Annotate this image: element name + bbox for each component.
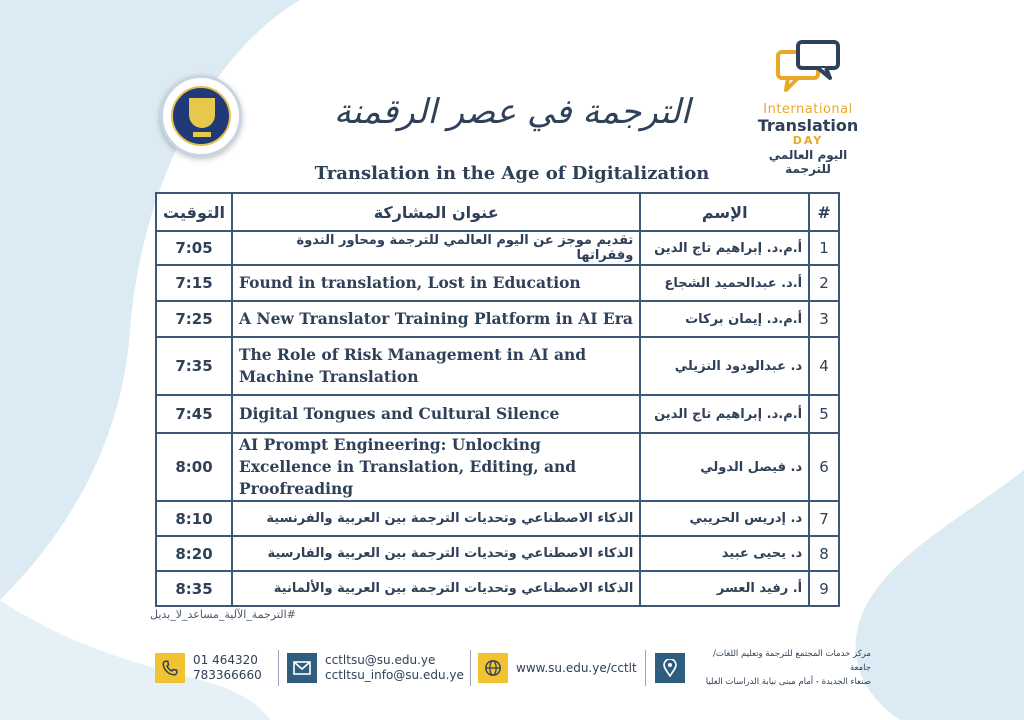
logo-ribbon xyxy=(193,132,211,137)
schedule-table xyxy=(155,192,840,607)
table-row xyxy=(156,231,839,265)
footer-divider xyxy=(645,650,646,686)
row-num: 5 xyxy=(809,395,839,433)
header-num: # xyxy=(809,193,839,231)
row-num: 8 xyxy=(809,536,839,571)
row-num: 4 xyxy=(809,337,839,395)
row-name: أ. رفيد العسر xyxy=(640,571,809,606)
itd-line-arabic: اليوم العالمي للترجمة xyxy=(768,148,848,176)
table-row xyxy=(156,536,839,571)
row-name: أ.م.د. إبراهيم تاج الدين xyxy=(640,231,809,265)
phone-icon xyxy=(155,653,185,683)
footer-divider xyxy=(470,650,471,686)
itd-line-day: DAY xyxy=(792,134,824,147)
header-name: الإسم xyxy=(640,193,809,231)
row-time: 7:15 xyxy=(156,265,232,301)
row-time: 8:20 xyxy=(156,536,232,571)
row-time: 8:35 xyxy=(156,571,232,606)
header-topic: عنوان المشاركة xyxy=(232,193,640,231)
address-line-1: مركز خدمات المجتمع للترجمة وتعليم اللغات/ جامعة xyxy=(712,649,871,673)
table-row xyxy=(156,265,839,301)
row-topic: الذكاء الاصطناعي وتحديات الترجمة بين العربية والألمانية xyxy=(232,571,640,606)
row-time: 7:35 xyxy=(156,337,232,395)
row-time: 7:25 xyxy=(156,301,232,337)
row-num: 6 xyxy=(809,433,839,501)
globe-icon xyxy=(478,653,508,683)
row-topic: A New Translator Training Platform in AI Era xyxy=(232,301,640,337)
row-time: 8:10 xyxy=(156,501,232,536)
table-row xyxy=(156,301,839,337)
row-num: 3 xyxy=(809,301,839,337)
title-english: Translation in the Age of Digitalization xyxy=(314,163,710,184)
footer-website xyxy=(478,648,637,688)
row-topic: AI Prompt Engineering: Unlocking Excellence in Translation, Editing, and Proofreading xyxy=(232,433,640,501)
footer-phone xyxy=(155,648,262,688)
row-name: أ.م.د. إيمان بركات xyxy=(640,301,809,337)
footer-divider xyxy=(278,650,279,686)
hashtag: #الترجمة_الآلية_مساعد_لا_بديل xyxy=(150,608,296,621)
email-address-1[interactable]: cctltsu@su.edu.ye xyxy=(325,653,436,667)
row-name: د. عبدالودود النزيلي xyxy=(640,337,809,395)
row-topic: The Role of Risk Management in AI and Machine Translation xyxy=(232,337,640,395)
email-address-2[interactable]: cctltsu_info@su.edu.ye xyxy=(325,668,464,682)
row-topic: الذكاء الاصطناعي وتحديات الترجمة بين العربية والفرنسية xyxy=(232,501,640,536)
row-num: 2 xyxy=(809,265,839,301)
table-row xyxy=(156,337,839,395)
row-topic: تقديم موجز عن اليوم العالمي للترجمة ومحاور الندوة وفقراتها xyxy=(232,231,640,265)
table-row xyxy=(156,395,839,433)
address-line-2: صنعاء الجديدة - أمام مبنى نيابة الدراسات العليا xyxy=(705,677,871,687)
row-num: 1 xyxy=(809,231,839,265)
row-time: 7:45 xyxy=(156,395,232,433)
row-topic: Found in translation, Lost in Education xyxy=(232,265,640,301)
website-link[interactable]: www.su.edu.ye/cctlt xyxy=(516,660,637,675)
row-name: د. يحيى عبيد xyxy=(640,536,809,571)
row-num: 7 xyxy=(809,501,839,536)
table-header-row xyxy=(156,193,839,231)
email-icon xyxy=(287,653,317,683)
row-name: د. إدريس الحريبي xyxy=(640,501,809,536)
phone-number-1[interactable]: 01 464320 xyxy=(193,653,258,667)
footer-address xyxy=(655,648,879,688)
table-row xyxy=(156,433,839,501)
location-pin-icon xyxy=(655,653,685,683)
row-name: د. فيصل الدولي xyxy=(640,433,809,501)
row-topic: الذكاء الاصطناعي وتحديات الترجمة بين العربية والفارسية xyxy=(232,536,640,571)
itd-line-translation: Translation xyxy=(757,116,859,135)
row-num: 9 xyxy=(809,571,839,606)
table-row xyxy=(156,571,839,606)
itd-line-international: International xyxy=(763,102,853,117)
footer-contacts xyxy=(0,648,1024,688)
speech-bubbles-icon xyxy=(776,40,842,98)
translation-day-logo xyxy=(748,40,868,176)
row-topic: Digital Tongues and Cultural Silence xyxy=(232,395,640,433)
footer-email xyxy=(287,648,464,688)
row-name: أ.م.د. إبراهيم تاج الدين xyxy=(640,395,809,433)
row-name: أ.د. عبدالحميد الشجاع xyxy=(640,265,809,301)
phone-number-2[interactable]: 783366660 xyxy=(193,668,262,682)
row-time: 8:00 xyxy=(156,433,232,501)
table-row xyxy=(156,501,839,536)
row-time: 7:05 xyxy=(156,231,232,265)
title-arabic: الترجمة في عصر الرقمنة xyxy=(333,92,691,132)
header-time: التوقيت xyxy=(156,193,232,231)
